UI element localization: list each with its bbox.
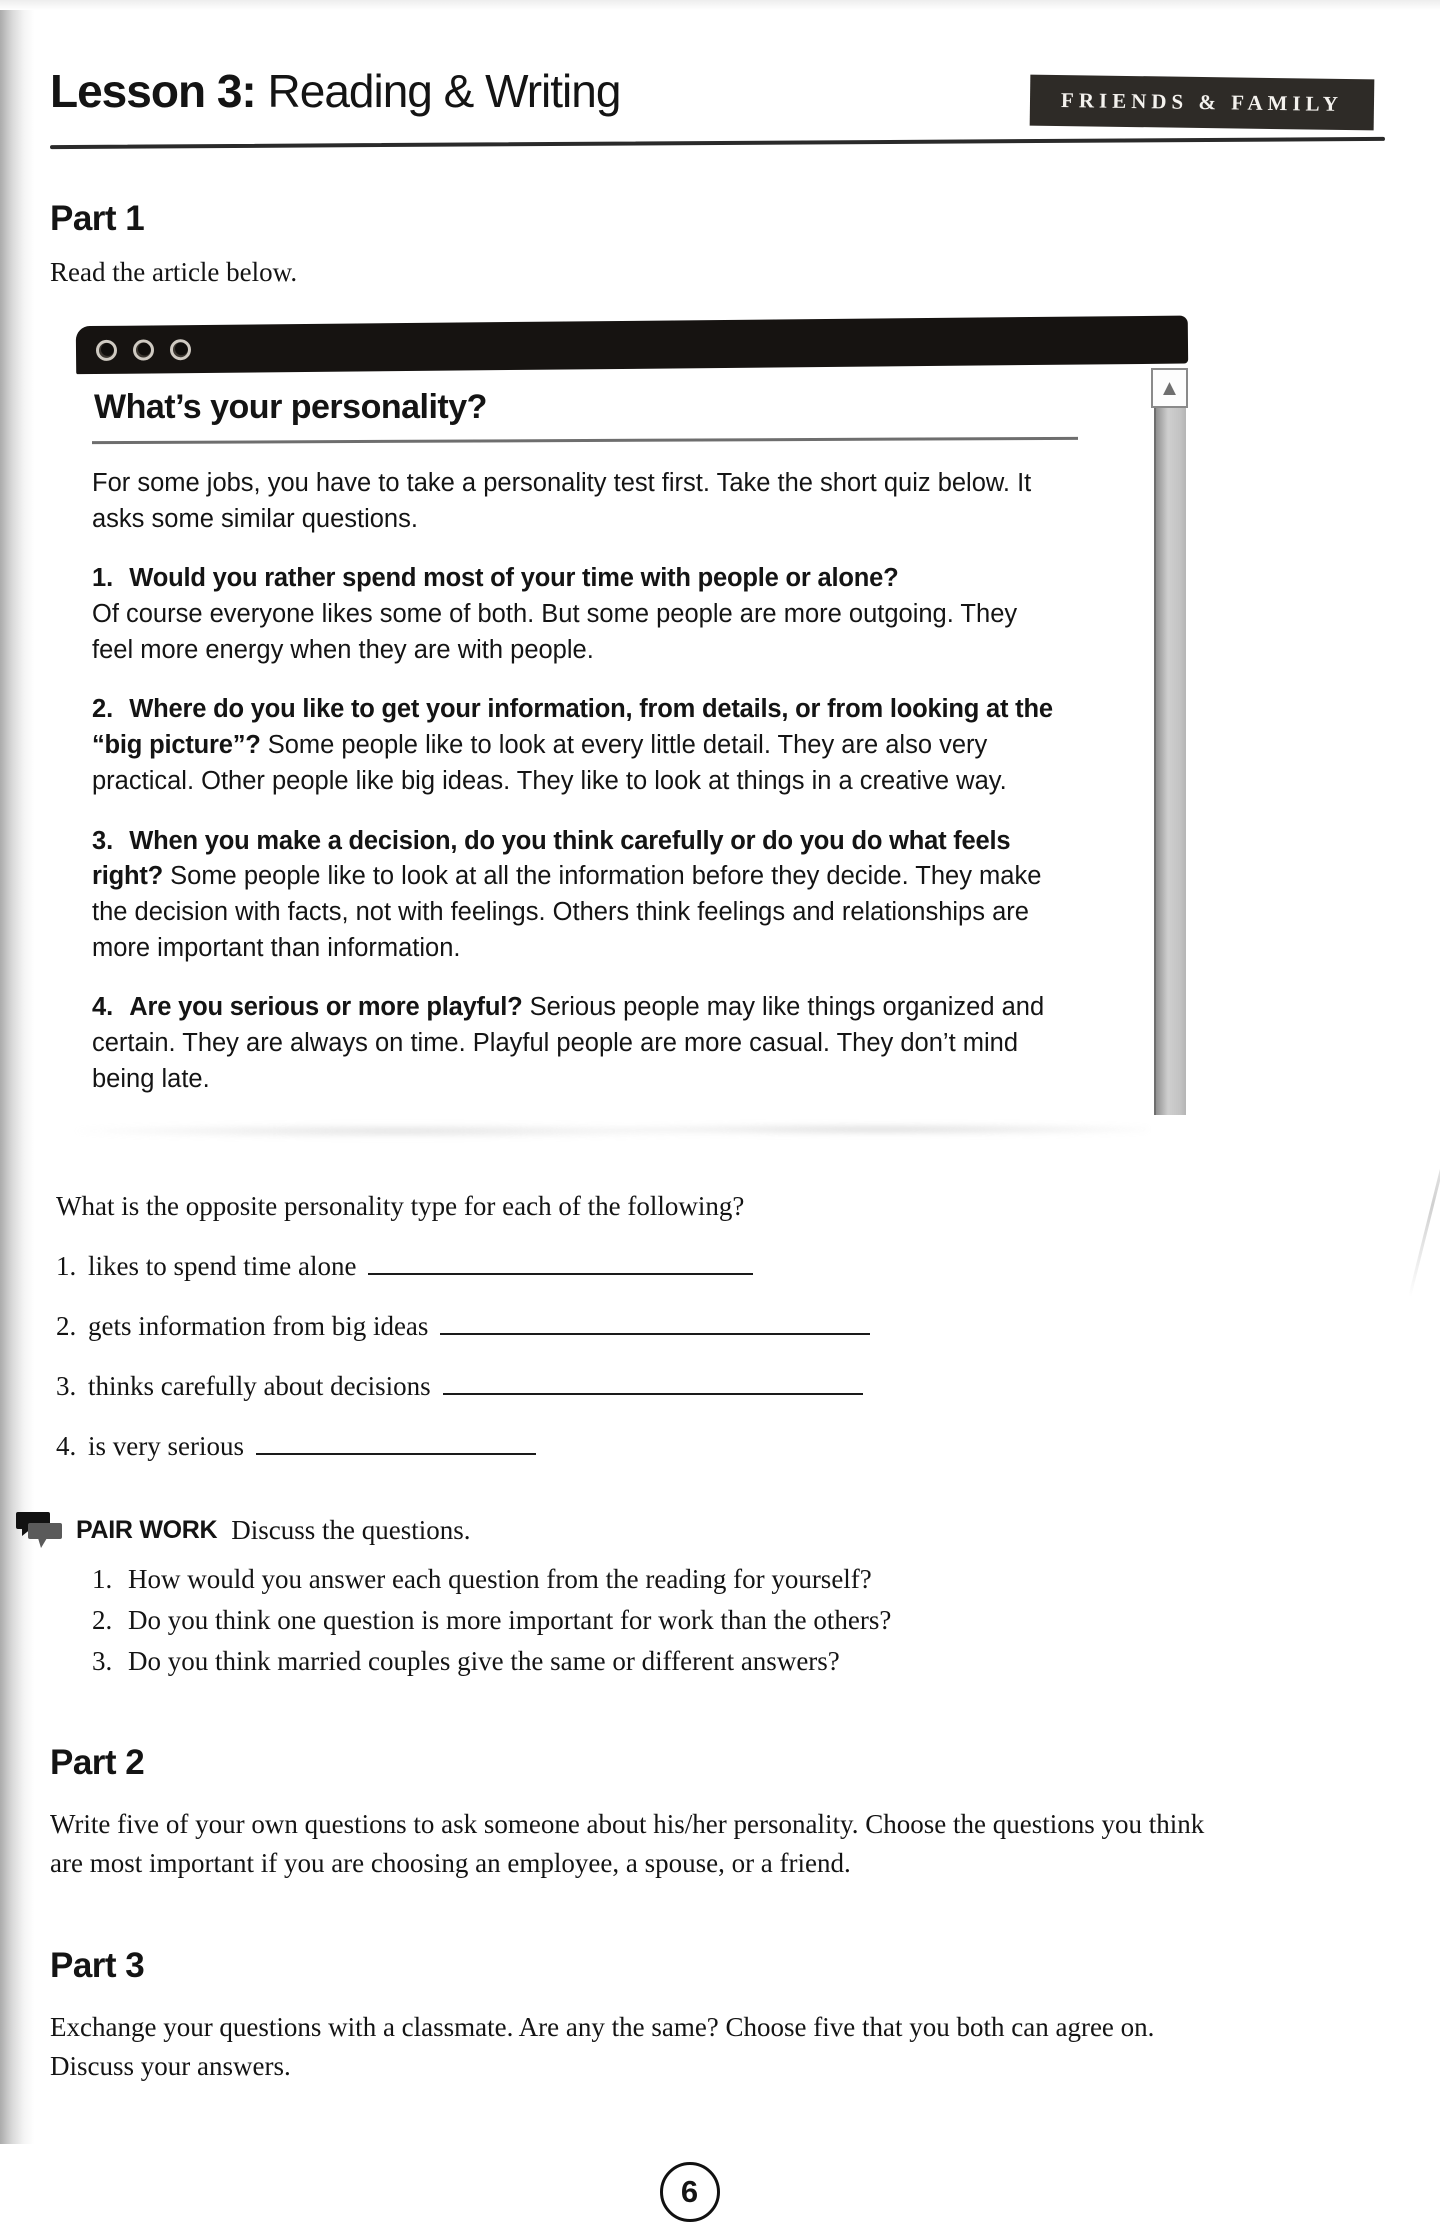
window-button-icon[interactable] [170,339,191,360]
browser-window [76,326,1188,1139]
question-text: Do you think one question is more important for work than the others? [128,1605,892,1636]
browser-titlebar [76,316,1188,375]
exercise-number: 3. [56,1371,77,1402]
quiz-item-body: Serious people may like things organized and certain. They are always on time. Playful people are more casual. They don’t mind being late. [92,993,1045,1093]
lesson-subject: Reading & Writing [267,65,621,117]
exercise-number: 2. [56,1311,77,1342]
question-text: How would you answer each question from the reading for yourself? [128,1564,872,1595]
exercise-number: 4. [56,1431,77,1462]
exercise-row [56,1371,1385,1402]
answer-blank[interactable] [443,1381,863,1395]
pair-work-question [92,1646,1385,1677]
part1-heading: Part 1 [50,199,145,238]
exercise-text: likes to spend time alone [88,1251,357,1282]
exercise-text: thinks carefully about decisions [88,1371,431,1402]
header-rule [50,137,1385,149]
question-number: 1. [92,1564,113,1595]
exercise-text: is very serious [88,1431,244,1462]
page-footer [50,2162,1385,2222]
exercise-row [56,1251,1385,1282]
question-number: 3. [92,1646,113,1677]
answer-blank[interactable] [368,1261,753,1275]
scroll-up-arrow-icon: ▲ [1158,375,1181,400]
answer-blank[interactable] [256,1441,536,1455]
article-intro: For some jobs, you have to take a personality test first. Take the short quiz below. It asks some similar questions. [92,469,1032,533]
quiz-list [92,561,1078,1097]
part3-instruction: Exchange your questions with a classmate. Are any the same? Choose five that you both can agree on. Discuss your answers. [50,2011,1155,2081]
quiz-item [92,990,1064,1097]
exercise-prompt: What is the opposite personality type for each of the following? [56,1191,745,1222]
article-title: What’s your personality? [94,388,487,426]
pair-work-instruction: Discuss the questions. [231,1514,471,1545]
page-header [50,64,1385,127]
pair-work-question [92,1605,1385,1636]
exercise-text: gets information from big ideas [88,1311,429,1342]
quiz-item-question: When you make a decision, do you think carefully or do you do what feels right? [92,826,1011,891]
part2-heading: Part 2 [50,1743,145,1783]
quiz-item-number: 2. [92,695,114,724]
part3-section [50,1946,1385,2086]
scroll-up-button[interactable] [1151,368,1188,408]
speech-bubbles-icon [14,1510,66,1550]
page-number-badge: 6 [660,2162,720,2222]
quiz-item-question: Would you rather spend most of your time with people or alone? [129,564,899,593]
quiz-item-number: 4. [92,993,114,1022]
window-button-icon[interactable] [133,339,154,360]
quiz-item-body: Of course everyone likes some of both. But some people are more outgoing. They feel more energy when they are with people. [92,600,1018,664]
browser-bottom-edge [76,1123,1148,1139]
opposites-exercise [56,1191,1385,1462]
part3-heading: Part 3 [50,1945,145,1985]
exercise-list [56,1251,1385,1462]
question-number: 2. [92,1605,113,1636]
part2-instruction: Write five of your own questions to ask someone about his/her personality. Choose the questions you think are most important if you are choosing an employee, a spouse, or a friend. [50,1809,1205,1879]
lesson-title [50,64,620,118]
quiz-item-body: Some people like to look at every little detail. They are also very practical. Other people like big ideas. They like to look at things in a creative way. [92,731,1007,795]
quiz-item [92,692,1064,799]
quiz-item-question: Are you serious or more playful? [129,993,523,1022]
answer-blank[interactable] [440,1321,870,1335]
article-title-rule [92,437,1078,444]
part2-section [50,1743,1385,1883]
pair-work-section [50,1510,1385,1677]
question-text: Do you think married couples give the same or different answers? [128,1646,840,1677]
exercise-number: 1. [56,1251,77,1282]
exercise-row [56,1431,1385,1462]
part1-instruction: Read the article below. [50,257,298,287]
quiz-item [92,561,1064,668]
quiz-item-number: 3. [92,826,114,855]
exercise-row [56,1311,1385,1342]
browser-scrollbar [1151,368,1188,1115]
quiz-item-number: 1. [92,564,114,593]
scrollbar-track[interactable] [1154,408,1186,1115]
pair-work-question [92,1564,1385,1595]
quiz-item-body: Some people like to look at all the information before they decide. They make the decision with facts, not with feelings. Others think feelings and relationships are more important than information. [92,862,1042,962]
pair-work-label: PAIR WORK [76,1515,218,1544]
quiz-item [92,824,1064,967]
quiz-item-question: Where do you like to get your information, from details, or from looking at the “big picture”? [92,695,1053,760]
pair-work-questions [92,1564,1385,1677]
pair-work-header [50,1510,1385,1550]
browser-content [76,374,1188,1123]
lesson-number: Lesson 3: [50,65,256,117]
unit-badge: FRIENDS & FAMILY [1031,76,1374,130]
window-button-icon[interactable] [96,339,117,360]
